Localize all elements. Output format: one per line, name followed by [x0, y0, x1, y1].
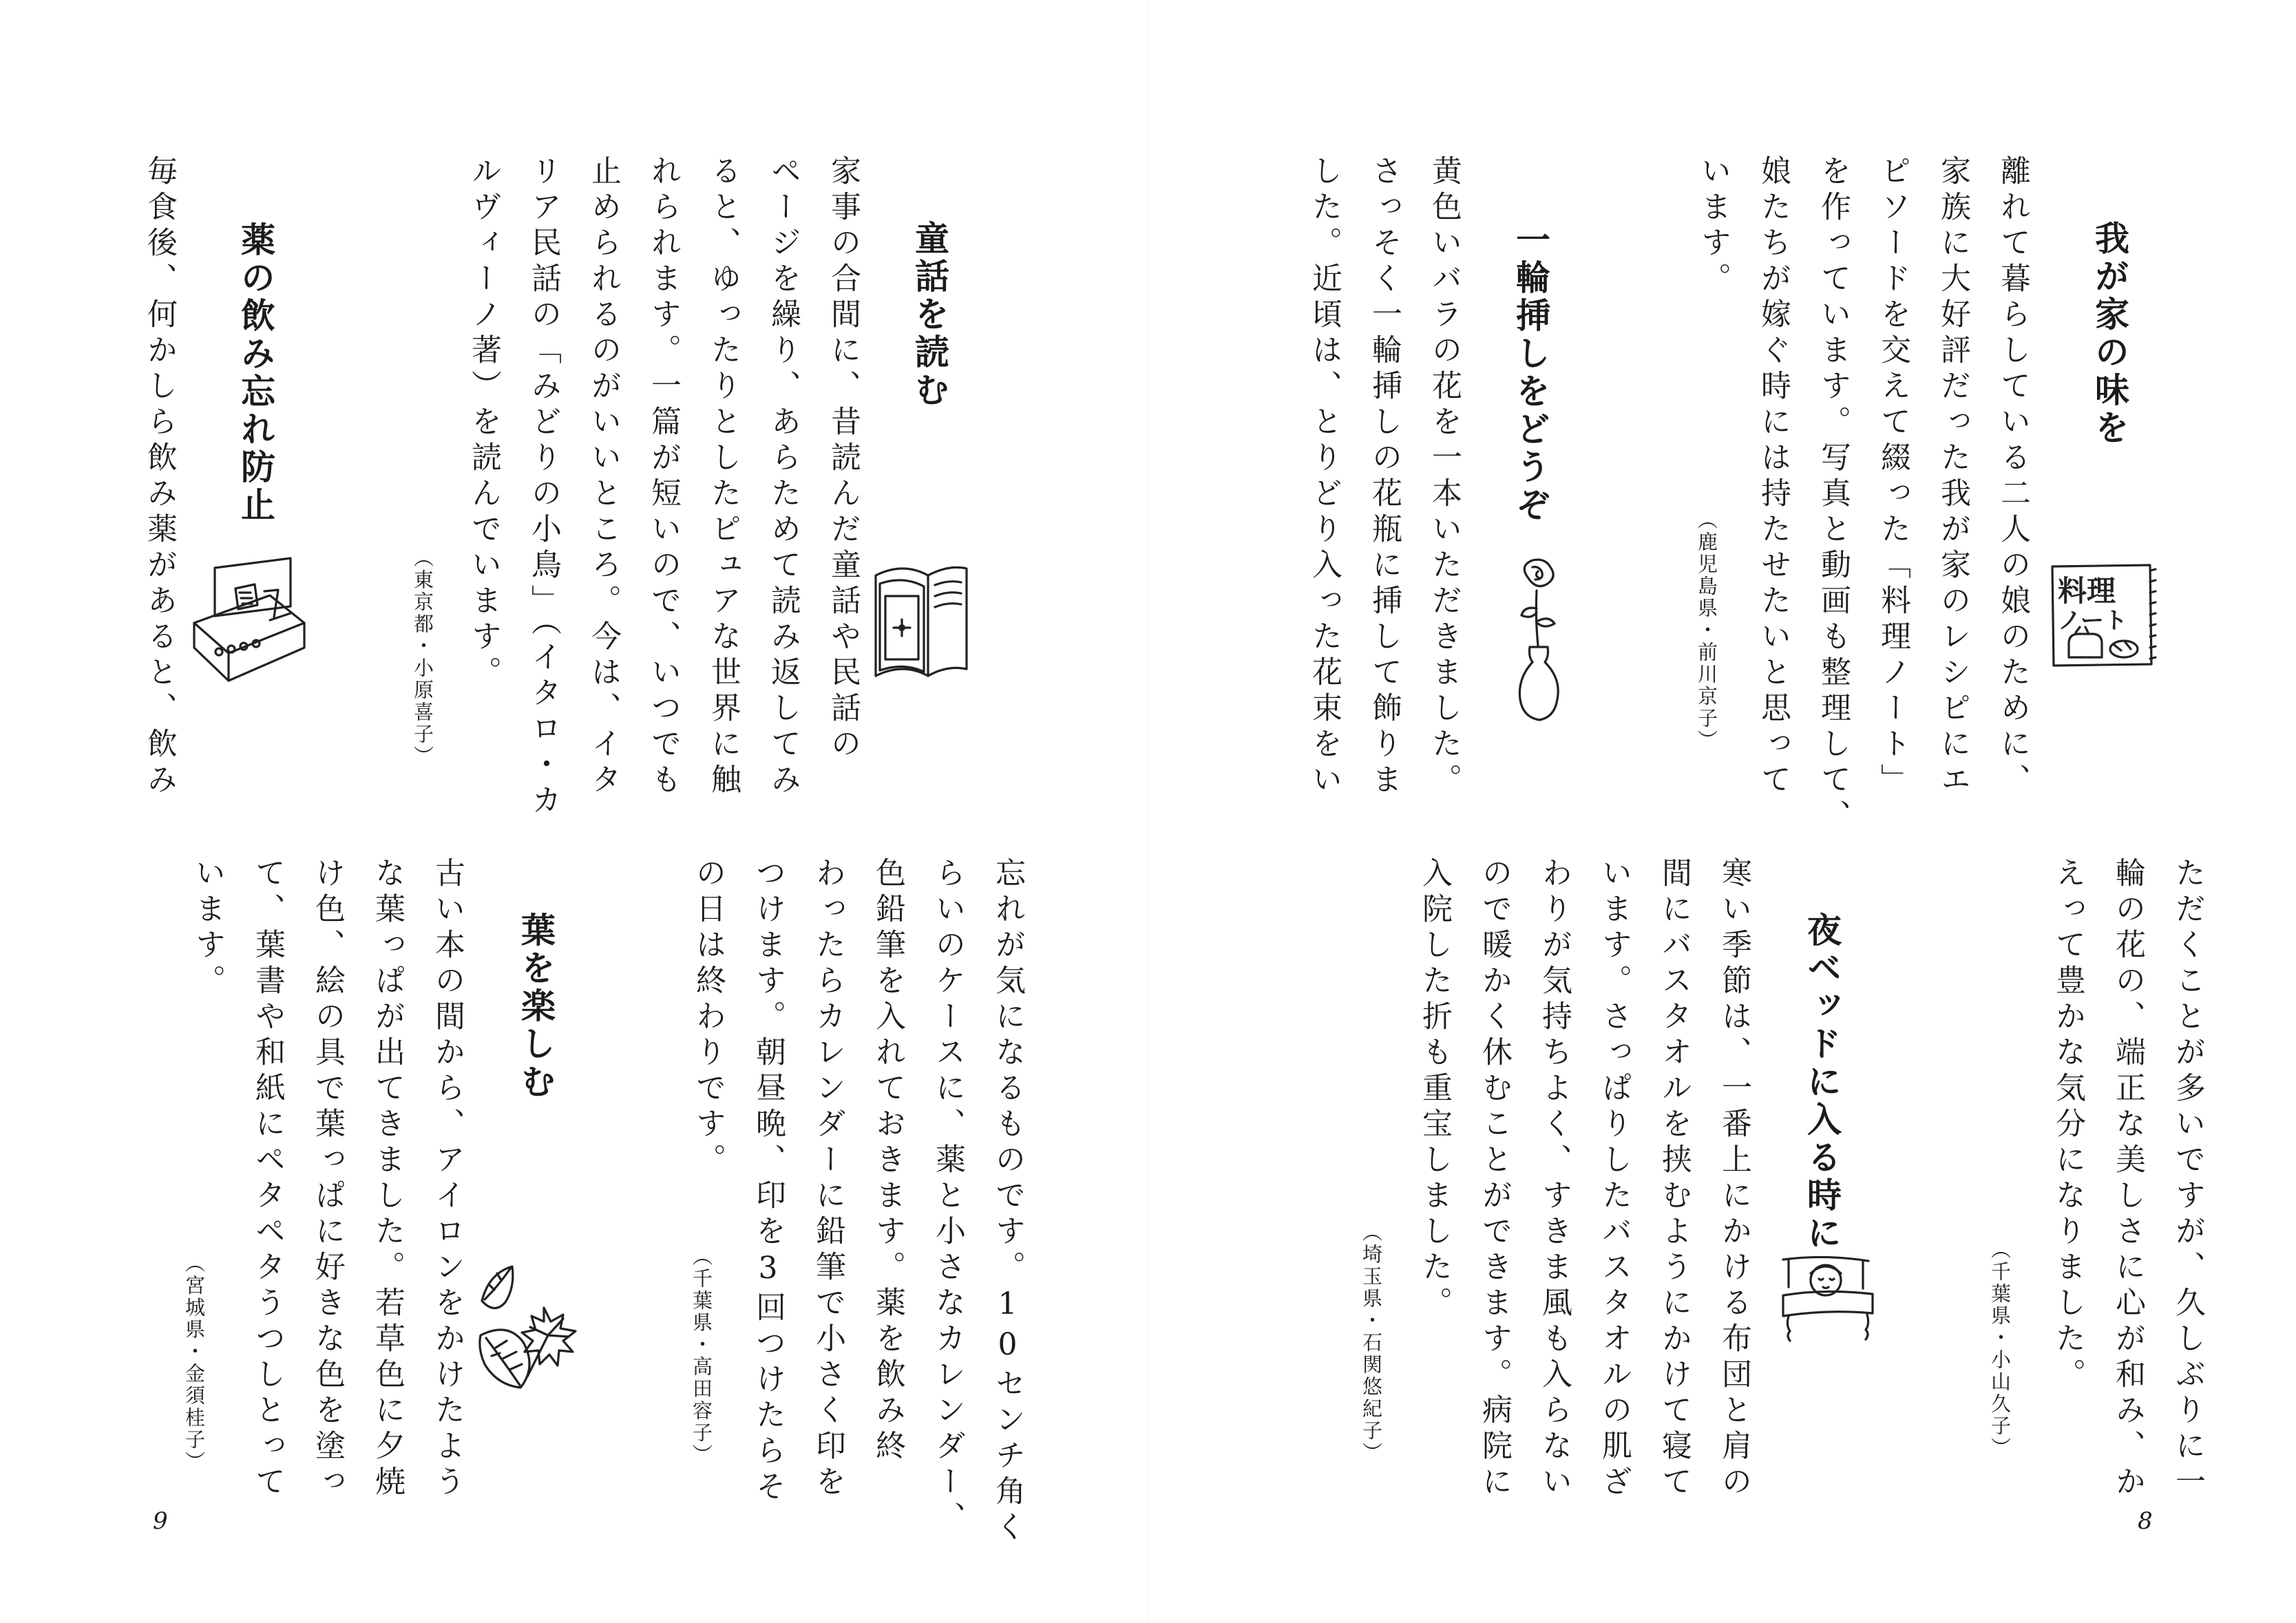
article-title-single-flower: 一輪挿しをどうぞ [1510, 222, 1550, 524]
article-body-single-flower-continued: ただくことが多いですが、久しぶりに一 輪の花の、端正な美しさに心が和み、か えって豊かな気分になりました。 [2050, 857, 2205, 1501]
leaves-icon [468, 1260, 585, 1404]
article-title-medicine: 薬の飲み忘れ防止 [235, 222, 275, 524]
article-title-bed-time: 夜ベッドに入る時に [1802, 912, 1842, 1253]
recipe-notebook-icon [2048, 561, 2158, 671]
article-credit-medicine: （千葉県・高田容子） [690, 1246, 713, 1466]
article-body-single-flower: 黄色いバラの花を一本いただきました。 さっそく一輪挿しの花瓶に挿して飾りま した。近頃は、とりどり入った花束をい [1307, 155, 1462, 799]
article-title-family-taste: 我が家の味を [2089, 220, 2129, 447]
article-body-leaves: 古い本の間から、アイロンをかけたよう な葉っぱが出てきました。若草色に夕焼 け色、絵の具で葉っぱに好きな色を塗っ て、葉書や和紙にペタペタうつしとって います。 [190, 857, 465, 1501]
rose-vase-icon [1501, 558, 1577, 723]
medicine-box-icon [187, 554, 311, 685]
article-title-fairy-tale: 童話を読む [909, 220, 949, 410]
article-body-fairy-tale: 家事の合間に、昔読んだ童話や民話の ページを繰り、あらためて読み返してみ ると、ゆったりとしたピュアな世界に触 れられます。一篇が短いので、いつでも 止められるのがいいところ。今は、イタ リア民話の「みどりの小鳥」（イタロ・カ ルヴィーノ著）を読んでいます。 [466, 155, 861, 820]
notebook-label-line1: 料理 [2058, 574, 2116, 608]
article-title-leaves: 葉を楽しむ [516, 912, 556, 1101]
open-book-icon [866, 558, 976, 688]
article-credit-fairy-tale: （東京都・小原喜子） [411, 547, 434, 767]
article-body-medicine-continued: 忘れが気になるものです。10センチ角く らいのケースに、薬と小さなカレンダー、 色鉛筆を入れておきます。薬を飲み終 わったらカレンダーに鉛筆で小さく印を つけます。朝昼晩、印を3回つけたらそ の日は終わりです。 [691, 857, 1025, 1547]
page-number-left: 9 [153, 1507, 168, 1535]
notebook-label-line2: ノート [2058, 607, 2127, 635]
page-number-right: 8 [2138, 1507, 2153, 1535]
article-credit-single-flower: （千葉県・小山久子） [1988, 1239, 2012, 1459]
sleeping-person-icon [1776, 1253, 1879, 1346]
article-credit-bed-time: （埼玉県・石関悠紀子） [1360, 1222, 1383, 1464]
article-body-medicine: 毎食後、何かしら飲み薬があると、飲み [142, 155, 177, 799]
article-body-family-taste: 離れて暮らしている二人の娘のために、 家族に大好評だった我が家のレシピにエ ピソードを交えて綴った「料理ノート」 を作っています。写真と動画も整理して、 娘たちが嫁ぐ時には持たせたいと思って います。 [1696, 155, 2030, 835]
article-body-bed-time: 寒い季節は、一番上にかける布団と肩の 間にバスタオルを挟むようにかけて寝て います。さっぱりしたバスタオルの肌ざ わりが気持ちよく、すきま風も入らない ので暖かく休むことができます。病院に 入院した折も重宝しました。 [1417, 857, 1751, 1501]
article-credit-leaves: （宮城県・金須桂子） [182, 1253, 206, 1473]
article-credit-family-taste: （鹿児島県・前川京子） [1695, 509, 1718, 752]
